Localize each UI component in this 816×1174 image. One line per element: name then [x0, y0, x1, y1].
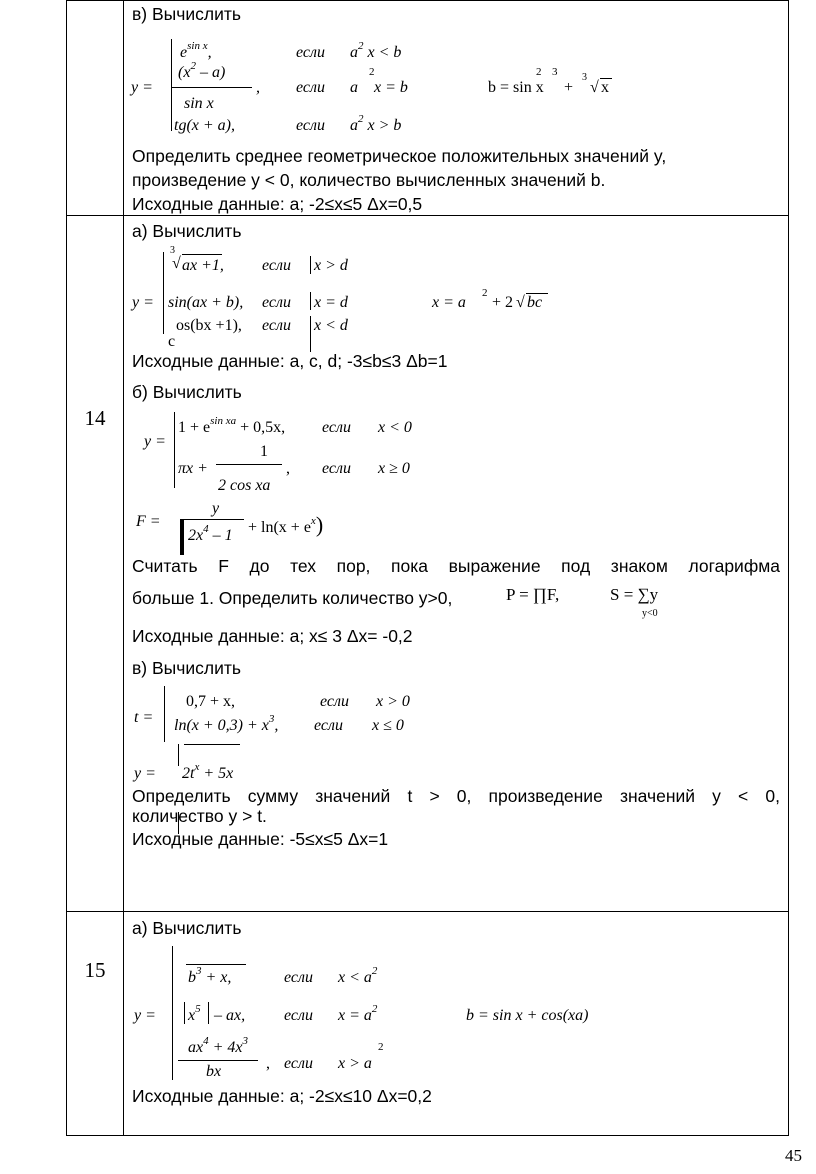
table-row — [67, 1, 789, 216]
formula-F-tail: + $\ln(x + e^x)$ — [248, 512, 324, 537]
formula-text: если — [284, 1055, 313, 1072]
brace-line — [164, 686, 165, 742]
task-text-line: Считать F до тех пор, пока выражение под знаком логарифма — [132, 556, 780, 576]
formula-text: если — [322, 460, 351, 477]
formula-text: bc — [527, 294, 543, 311]
formula-text: 2 — [369, 66, 375, 78]
formula-text: y = — [134, 765, 156, 782]
root-bar — [182, 254, 222, 255]
abs-bar — [208, 1002, 209, 1024]
formula-text: y = — [132, 294, 154, 311]
formula-text: os(bx +1), — [176, 317, 242, 334]
input-data-line: Исходные данные: a; -2≤x≤10 Δx=0,2 — [132, 1086, 432, 1106]
formula-text: , — [286, 460, 290, 477]
task-text-line: Определить среднее геометрическое положительных значений y, — [132, 146, 667, 166]
formula-text: x > 0 — [376, 693, 410, 710]
formula-case-2: $x^5$ — [188, 1003, 201, 1024]
task-text-line: больше 1. Определить количество y>0, — [132, 588, 453, 608]
task-text-line: Определить сумму значений t > 0, произведение значений y < 0, — [132, 786, 780, 806]
formula-cond-1: $x < a^2$ — [338, 965, 378, 986]
formula-text: πx + — [178, 460, 208, 477]
P-definition: P = ∏F, — [506, 585, 560, 604]
abs-bar — [310, 292, 311, 310]
formula-case-3-num: $ax^4 + 4x^3$ — [188, 1035, 249, 1056]
formula-text: 2 — [482, 287, 488, 299]
tasks-table — [66, 0, 789, 1136]
formula-text: если — [320, 693, 349, 710]
formula-text: 3 — [170, 245, 175, 256]
task-text-line: произведение y < 0, количество вычисленных значений b. — [132, 170, 606, 190]
part-a-heading: а) Вычислить — [132, 918, 242, 938]
formula-text: x = b — [374, 79, 408, 96]
formula-text: t = — [134, 709, 154, 726]
input-data-line: Исходные данные: -5≤x≤5 Δx=1 — [132, 829, 389, 849]
formula-cond-3: $a^2$ x > b — [350, 113, 402, 134]
formula-text: если — [296, 117, 325, 134]
fraction-bar — [180, 519, 244, 520]
formula-text: если — [296, 44, 325, 61]
formula-text: 2 cos xa — [218, 477, 271, 494]
formula-text: 3 — [552, 66, 558, 78]
fraction-bar — [172, 87, 252, 88]
formula-text: 0,7 + x, — [186, 693, 236, 710]
formula-text: a — [350, 79, 358, 96]
task-body-cell: а) Вычислить y = 3 √ ax +1, если x > d sin(ax + b), если x = d os(bx +1), c если x < d x = a 2 + 2 √ bc Исходные данные: a, c, d; -3≤b≤3 Δb=1 б) Вычислить y = $1 + e^{sin xa} + 0,5x$, если x < 0 1 πx + 2 cos xa , если x ≥ 0 F = y $2x^4 - 1$ + $\ln(x + e^x)$ Считать F до тех пор, пока выражение под знаком логарифма больше 1. Определить количество y>0, P = ∏F, S = ∑y y<0 Исходные данные: a; x≤ 3 Δx= -0,2 в) Вычислить t = 0,7 + x, если x > 0 $\ln(x + 0,3) + x^3$, если x ≤ 0 y = $2t^x + 5x$ Определить сумму значений t > 0, произведение значений y < 0, количество y > t. Исходные данные: -5≤x≤5 Δx=1 — [124, 216, 789, 912]
task-number-cell — [67, 216, 124, 912]
formula-text: ax +1, — [182, 257, 224, 274]
formula-text: если — [284, 1007, 313, 1024]
formula-text: x > d — [314, 257, 348, 274]
formula-text: x — [601, 79, 609, 96]
formula-text: y — [212, 500, 220, 517]
task-text-line: количество y > t. — [132, 806, 267, 826]
formula-text: если — [262, 294, 291, 311]
formula-text: если — [314, 717, 343, 734]
formula-text: 1 — [260, 443, 268, 460]
formula-text: sin(ax + b), — [168, 294, 244, 311]
formula-text: x = d — [314, 294, 348, 311]
page-number: 45 — [785, 1146, 802, 1165]
fraction-bar — [216, 464, 282, 465]
part-b-heading: б) Вычислить — [132, 382, 242, 402]
formula-text: b = sin x — [488, 79, 544, 96]
table-row — [67, 216, 789, 912]
formula-case-2: $\ln(x + 0,3) + x^3$, — [174, 713, 279, 734]
input-data-line: Исходные данные: a; -2≤x≤5 Δx=0,5 — [132, 194, 423, 214]
formula-text: b = sin x + cos(xa) — [466, 1007, 589, 1024]
table-row — [67, 912, 789, 1136]
formula-text: x < 0 — [378, 419, 412, 436]
formula-text: – ax, — [214, 1007, 246, 1024]
formula-text: , — [256, 79, 260, 96]
formula-text: y = — [134, 1007, 156, 1024]
formula-cond-1: $a^2$ x < b — [350, 40, 402, 61]
formula-text: x ≥ 0 — [378, 460, 410, 477]
task-number: 14 — [84, 406, 106, 430]
fraction-bar — [178, 1060, 258, 1061]
formula-case-1: $b^3 + x$, — [188, 965, 232, 986]
formula-text: если — [262, 257, 291, 274]
formula-text: x ≤ 0 — [372, 717, 404, 734]
root-bar — [184, 744, 240, 745]
formula-text: sin x — [184, 95, 214, 112]
formula-text: y = — [144, 433, 166, 450]
formula-text: 3 — [582, 72, 587, 83]
task-number-cell — [67, 1, 124, 216]
formula-text: если — [262, 317, 291, 334]
task-number-cell — [67, 912, 124, 1136]
S-subscript: y<0 — [642, 608, 658, 619]
task-number: 15 — [84, 958, 106, 982]
formula-text: c — [168, 333, 176, 350]
part-a-heading: а) Вычислить — [132, 221, 242, 241]
formula-text: если — [296, 79, 325, 96]
formula-text: 2 — [378, 1041, 384, 1053]
formula-text: x < d — [314, 317, 348, 334]
brace-line — [172, 946, 173, 1080]
brace-line — [163, 252, 164, 334]
formula-text: F = — [136, 513, 161, 530]
formula-case-1: $1 + e^{sin xa} + 0,5x$, — [178, 415, 286, 436]
abs-bar — [184, 1002, 185, 1024]
formula-text: , — [266, 1055, 270, 1072]
formula-y-expr: $2t^x + 5x$ — [182, 761, 234, 782]
task-body-cell — [124, 912, 789, 1136]
brace-line — [171, 39, 172, 131]
task-body-cell: в) Вычислить y = $e^{sin x}$, если $a^2$ x < b $(x^2 - a)$ , sin x если 2 a x = b tg(x + a), если $a^2$ x > b 2 3 b = sin x + 3 √ x Определить среднее геометрическое положительных значений y, произведение y < 0, количество вычисленных значений b. Исходные данные: a; -2≤x≤5 Δx=0,5 — [124, 1, 789, 216]
part-v-heading: в) Вычислить — [132, 4, 241, 24]
root-bar — [186, 964, 246, 965]
formula-text: 2 — [536, 66, 542, 78]
input-data-line: Исходные данные: a, c, d; -3≤b≤3 Δb=1 — [132, 351, 448, 371]
formula-text: если — [322, 419, 351, 436]
part-v-heading: в) Вычислить — [132, 658, 241, 678]
formula-text: x = a — [432, 294, 466, 311]
brace-line — [174, 412, 175, 488]
formula-F-den: $2x^4 - 1$ — [188, 523, 233, 544]
abs-bar — [310, 256, 311, 274]
formula-text: tg(x + a), — [174, 117, 235, 134]
formula-case-1: $e^{sin x}$, — [180, 40, 212, 61]
formula-text: y = — [131, 79, 153, 96]
formula-case-2-num: $(x^2 - a)$ — [178, 60, 226, 81]
formula-text: + 2 — [492, 294, 514, 311]
formula-text: bx — [206, 1063, 222, 1080]
S-definition: S = ∑y — [610, 585, 659, 604]
formula-text: если — [284, 969, 313, 986]
root-bar — [178, 744, 179, 766]
input-data-line: Исходные данные: a; x≤ 3 Δx= -0,2 — [132, 626, 413, 646]
root-bar — [180, 519, 184, 555]
formula-text: + — [564, 79, 574, 96]
formula-text: x > a — [338, 1055, 372, 1072]
abs-bar — [310, 316, 311, 352]
formula-cond-2: $x = a^2$ — [338, 1003, 378, 1024]
